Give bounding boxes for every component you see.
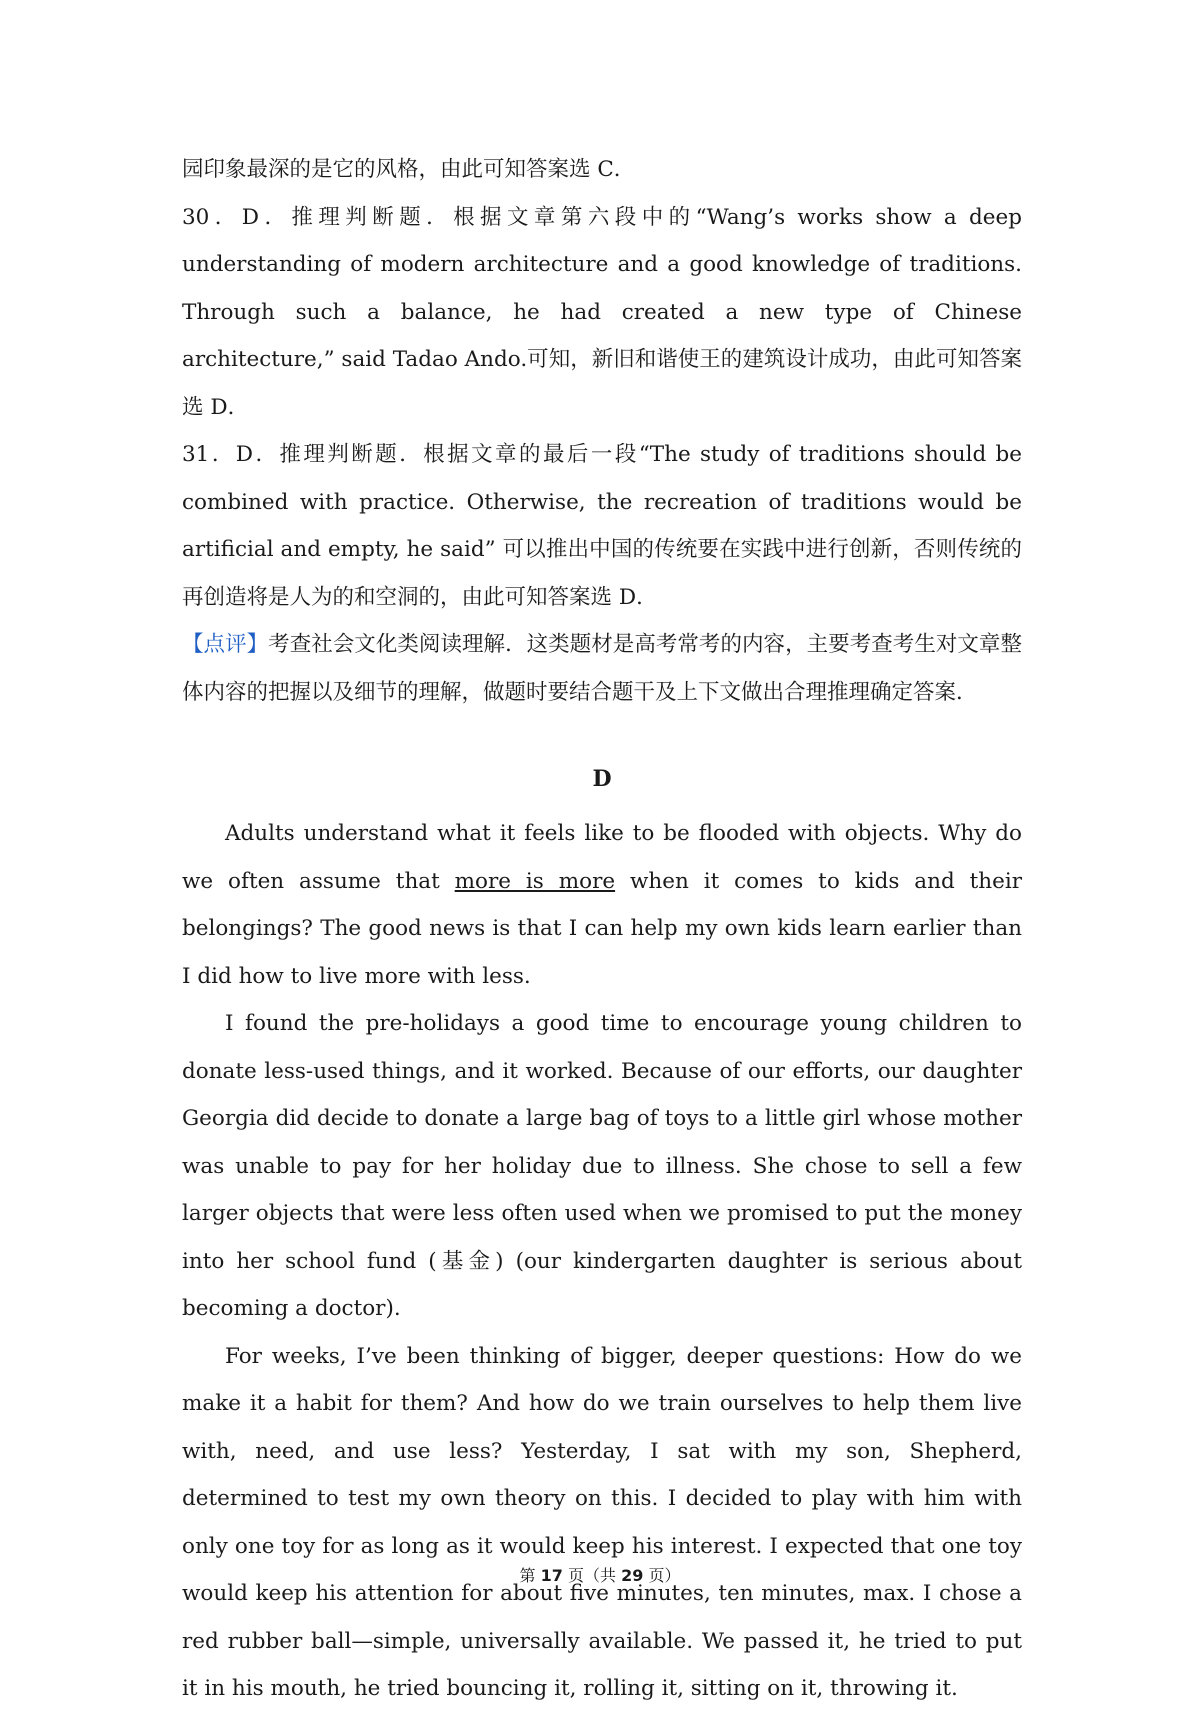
- underlined-phrase: more is more: [454, 868, 616, 894]
- answer-30: 30．D．推理判断题．根据文章第六段中的“Wang’s works show a deep understanding of modern architecture and a good knowledge of traditions. Through such a balance, he had created a new type of Chinese architecture,” said Tadao Ando.可知，新旧和谐使王的建筑设计成功，由此可知答案选 D．: [182, 204, 1022, 420]
- comment-tag: 【点评】: [182, 632, 269, 657]
- passage-paragraph-1: [182, 810, 1022, 1000]
- footer-suffix: 页）: [643, 1566, 681, 1585]
- footer-middle: 页（共: [562, 1566, 622, 1585]
- answer-31: 31．D．推理判断题．根据文章的最后一段“The study of traditions should be combined with practice. Otherwise, the recreation of traditions would be artificial and empty, he said” 可以推出中国的传统要在实践中进行创新，否则传统的再创造将是人为的和空洞的，由此可知答案选 D．: [182, 442, 1022, 610]
- p1-text-before: Adults understand what it feels like to be flooded with objects. Why do we often assume that: [182, 821, 1022, 894]
- comment-paragraph: [182, 621, 1022, 716]
- footer-prefix: 第: [519, 1566, 541, 1585]
- section-title: D: [592, 766, 612, 792]
- total-page-count: 29: [621, 1566, 644, 1585]
- passage-paragraph-3: For weeks, I’ve been thinking of bigger, deeper questions: How do we make it a habit for them? And how do we train ourselves to help them live with, need, and use less? Yesterday, I sat with my son, Shepherd, determined to test my own theory on this. I decided to play with him with only one toy for as long as it would keep his interest. I expected that one toy would keep his attention for about five minutes, ten minutes, max. I chose a red rubber ball—simple, universally available. We passed it, he tried to put it in his mouth, he tried bouncing it, rolling it, sitting on it, throwing it.: [182, 1343, 1022, 1701]
- comment-text: 考查社会文化类阅读理解．这类题材是高考常考的内容，主要考查考生对文章整体内容的把握以及细节的理解，做题时要结合题干及上下文做出合理推理确定答案．: [182, 632, 1022, 705]
- answer-29-continuation: 园印象最深的是它的风格，由此可知答案选 C．: [182, 157, 636, 182]
- passage-paragraph-2: I found the pre-holidays a good time to encourage young children to donate less-used things, and it worked. Because of our efforts, our daughter Georgia did decide to donate a large bag of toys to a little girl whose mother was unable to pay for her holiday due to illness. She chose to sell a few larger objects that were less often used when we promised to put the money into her school fund (基金) (our kindergarten daughter is serious about becoming a doctor).: [182, 1011, 1022, 1321]
- p1-text-after: when it comes to kids and their belongings? The good news is that I can help my own kids learn earlier than I did how to live more with less.: [182, 868, 1022, 989]
- page-footer: [0, 1564, 1200, 1588]
- current-page-number: 17: [540, 1566, 563, 1585]
